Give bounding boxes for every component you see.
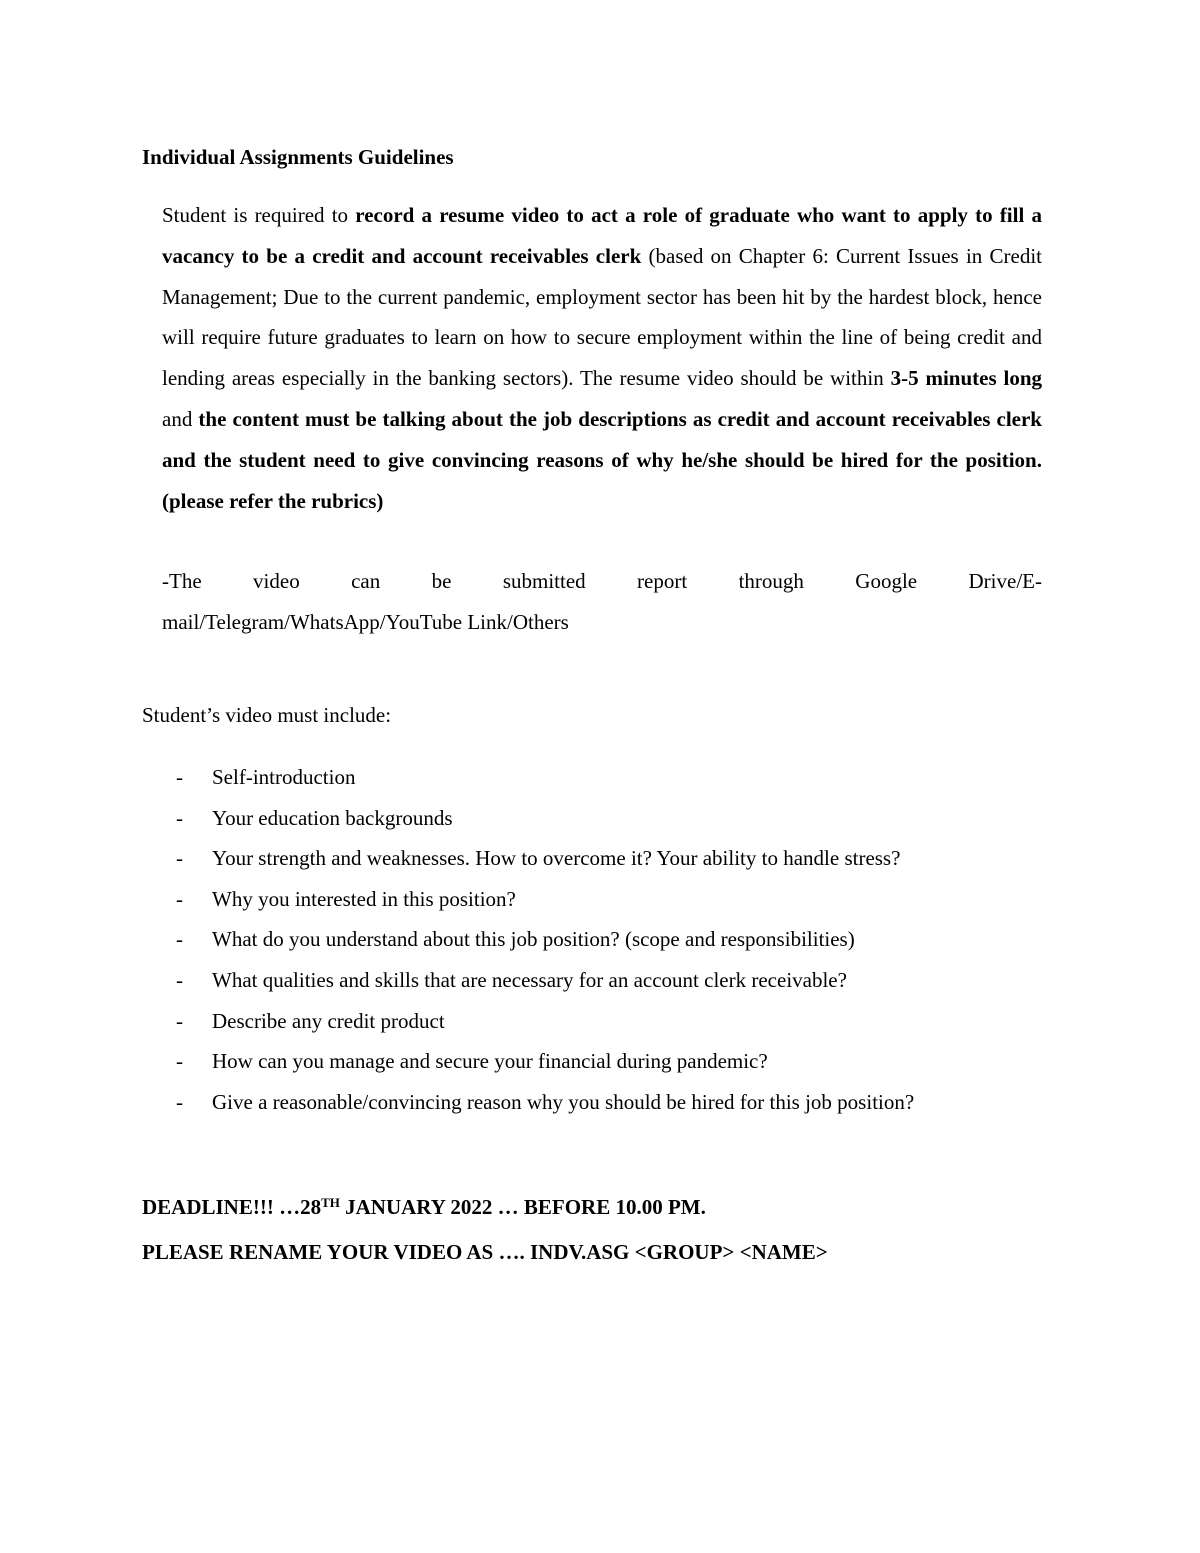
- list-item-text: Describe any credit product: [212, 1008, 445, 1033]
- list-item-text: Your education backgrounds: [212, 805, 453, 830]
- list-item-text: What qualities and skills that are necessary for an account clerk receivable?: [212, 967, 847, 992]
- list-item-text: Give a reasonable/convincing reason why you should be hired for this job position?: [212, 1089, 915, 1114]
- list-item-text: Self-introduction: [212, 765, 356, 789]
- instructions-bold-1: record a resume video to act a role of graduate who want to apply to fill a vacancy to be a credit and account receivables clerk: [162, 203, 1042, 268]
- list-dash: -: [176, 967, 183, 992]
- list-item: [142, 798, 914, 839]
- list-item: [142, 1082, 914, 1123]
- list-dash: -: [176, 1089, 183, 1114]
- list-dash: -: [176, 846, 183, 871]
- deadline-suffix: JANUARY 2022 … BEFORE 10.00 PM.: [339, 1195, 706, 1219]
- list-item-text: Your strength and weaknesses. How to overcome it? Your ability to handle stress?: [212, 846, 901, 871]
- list-item-text: How can you manage and secure your financial during pandemic?: [212, 1049, 768, 1074]
- submission-line-1: -The video can be submitted report through Google Drive/E-: [162, 569, 1042, 593]
- deadline-prefix: DEADLINE!!! …28: [142, 1195, 322, 1219]
- list-item: [142, 919, 914, 960]
- include-list: [142, 757, 914, 1122]
- instructions-bold-3: the content must be talking about the job descriptions as credit and account receivables clerk and the student need to give convincing reasons of why he/she should be hired for the position. (please refer the rubrics): [162, 406, 1042, 513]
- list-item-text: Why you interested in this position?: [212, 886, 516, 911]
- list-item: [142, 879, 914, 920]
- document-title: Individual Assignments Guidelines: [142, 145, 454, 169]
- rename-instruction: PLEASE RENAME YOUR VIDEO AS …. INDV.ASG <GROUP> <NAME>: [142, 1240, 828, 1264]
- instructions-text-1: Student is required to: [162, 203, 356, 227]
- list-dash: -: [176, 886, 183, 911]
- instructions-paragraph: [162, 195, 1042, 521]
- list-item-text: What do you understand about this job position? (scope and responsibilities): [212, 927, 855, 952]
- list-item: [142, 757, 914, 798]
- list-dash: -: [176, 927, 183, 952]
- submission-note: [162, 561, 1042, 643]
- list-item: [142, 838, 914, 879]
- list-item: [142, 1001, 914, 1042]
- instructions-text-3: and: [162, 406, 199, 431]
- submission-line-2: mail/Telegram/WhatsApp/YouTube Link/Others: [162, 610, 569, 634]
- list-dash: -: [176, 765, 183, 789]
- list-dash: -: [176, 805, 183, 830]
- list-item: [142, 1041, 914, 1082]
- list-item: [142, 960, 914, 1001]
- list-dash: -: [176, 1049, 183, 1074]
- list-dash: -: [176, 1008, 183, 1033]
- deadline-notice: [142, 1193, 706, 1221]
- instructions-bold-2: 3-5 minutes long: [890, 366, 1043, 391]
- include-heading: Student’s video must include:: [142, 703, 392, 727]
- instructions-text-2: (based on Chapter 6: Current Issues in Credit Management; Due to the current pandemic, employment sector has been hit by the hardest block, hence will require future graduates to learn on how to secure employment within the line of being credit and lending areas especially in the banking sectors). The resume video should be within: [162, 243, 1042, 391]
- deadline-ordinal: TH: [321, 1195, 340, 1210]
